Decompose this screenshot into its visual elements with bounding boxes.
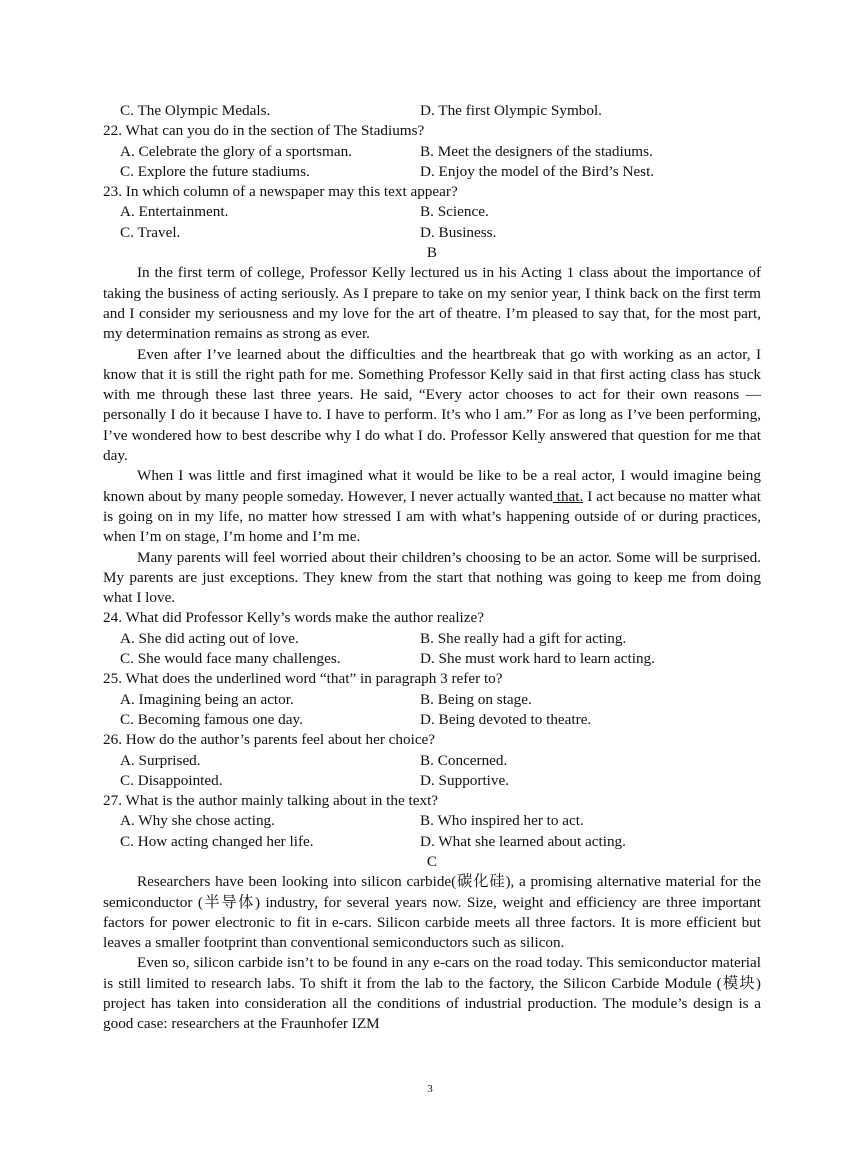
passage-c-paragraph-1: Researchers have been looking into silicon carbide(碳化硅), a promising alternative material for the semiconductor (半导体) industry, for several years now. Size, weight and efficiency are three important factors for power electronic to fit in e-cars. Silicon carbide meets all three factors. It is more efficient but leaves a smaller footprint than conventional semiconductors such as silicon. <box>103 873 761 952</box>
option-a: A. Why she chose acting. <box>120 812 275 830</box>
option-c: C. She would face many challenges. <box>120 650 341 668</box>
option-row <box>103 142 761 162</box>
passage-c-paragraph-2: Even so, silicon carbide isn’t to be found in any e-cars on the road today. This semiconductor material is still limited to research labs. To shift it from the lab to the factory, the Silicon Carbide Module (模块) project has taken into consideration all the conditions of industrial production. The module’s design is a good case: researchers at the Fraunhofer IZM <box>103 954 761 1033</box>
option-row <box>103 629 761 649</box>
question-text: 23. In which column of a newspaper may this text appear? <box>103 183 458 201</box>
option-b: B. Concerned. <box>420 751 508 769</box>
option-c: C. Travel. <box>120 223 181 241</box>
option-d: D. Being devoted to theatre. <box>420 710 592 728</box>
option-a: A. Entertainment. <box>120 203 229 221</box>
question-text: 24. What did Professor Kelly’s words make the author realize? <box>103 609 484 627</box>
option-row <box>103 223 761 243</box>
option-row <box>103 101 761 121</box>
question-26 <box>103 730 761 791</box>
question-23 <box>103 182 761 243</box>
page-number: 3 <box>427 1083 433 1095</box>
option-row <box>103 202 761 222</box>
option-b: B. Meet the designers of the stadiums. <box>420 142 653 160</box>
exam-page <box>103 101 761 1035</box>
option-d: D. The first Olympic Symbol. <box>420 102 602 119</box>
option-c: C. Becoming famous one day. <box>120 710 303 728</box>
option-row <box>103 751 761 771</box>
option-b: B. She really had a gift for acting. <box>420 629 627 647</box>
option-a: A. Surprised. <box>120 751 201 769</box>
question-25 <box>103 669 761 730</box>
option-a: A. Imagining being an actor. <box>120 690 294 708</box>
passage-b-paragraph-2: Even after I’ve learned about the difficulties and the heartbreak that go with working as an actor, I know that it is still the right path for me. Something Professor Kelly said in that first acting class has stuck with me through these last three years. He said, “Every actor chooses to act for their own reasons — personally I do it because I have to. I have to perform. It’s who l am.” For as long as I’ve been performing, I’ve wondered how to best describe why I do what I do. Professor Kelly answered that question for me that day. <box>103 345 761 465</box>
option-row <box>103 832 761 852</box>
option-d: D. Enjoy the model of the Bird’s Nest. <box>420 162 655 180</box>
section-label-c: C <box>426 852 438 870</box>
option-row <box>103 690 761 710</box>
option-d: D. She must work hard to learn acting. <box>420 650 655 668</box>
option-row <box>103 649 761 669</box>
question-text: 22. What can you do in the section of The Stadiums? <box>103 122 425 140</box>
option-c: C. The Olympic Medals. <box>120 102 271 119</box>
option-c: C. Explore the future stadiums. <box>120 162 310 180</box>
question-text: 26. How do the author’s parents feel about her choice? <box>103 731 436 749</box>
paragraph-text: When I was little and first imagined what it would be like to be a real actor, I would imagine being known about by many people someday. However, I never actually wanted <box>103 467 761 505</box>
option-c: C. How acting changed her life. <box>120 832 314 850</box>
question-text: 27. What is the author mainly talking about in the text? <box>103 792 439 810</box>
option-b: B. Who inspired her to act. <box>420 812 584 830</box>
option-a: A. Celebrate the glory of a sportsman. <box>120 142 352 160</box>
passage-b-paragraph-3 <box>103 466 761 547</box>
option-c: C. Disappointed. <box>120 771 223 789</box>
paragraph-text: I act because no matter what is going on in my life, no matter how stressed I am with what’s happening outside of or during practices, when I’m on stage, I’m home and I’m me. <box>103 487 761 546</box>
option-a: A. She did acting out of love. <box>120 629 299 647</box>
section-label-b: B <box>426 244 438 262</box>
option-d: D. Supportive. <box>420 771 510 789</box>
question-24 <box>103 608 761 669</box>
option-row <box>103 771 761 791</box>
underlined-word: that. <box>552 487 584 505</box>
passage-b-paragraph-4: Many parents will feel worried about their children’s choosing to be an actor. Some will be surprised. My parents are just exceptions. They knew from the start that nothing was going to keep me from doing what I love. <box>103 548 761 607</box>
option-b: B. Science. <box>420 203 489 221</box>
option-row <box>103 710 761 730</box>
option-d: D. What she learned about acting. <box>420 832 626 850</box>
option-row <box>103 811 761 831</box>
question-27 <box>103 791 761 852</box>
option-b: B. Being on stage. <box>420 690 532 708</box>
passage-b-paragraph-1: In the first term of college, Professor Kelly lectured us in his Acting 1 class about the importance of taking the business of acting seriously. As I prepare to take on my senior year, I think back on the first term and I consider my seriousness and my love for the art of theatre. I’m pleased to say that, for the most part, my determination remains as strong as ever. <box>103 264 761 343</box>
option-row <box>103 162 761 182</box>
question-text: 25. What does the underlined word “that” in paragraph 3 refer to? <box>103 670 503 688</box>
option-d: D. Business. <box>420 223 497 241</box>
question-22 <box>103 121 761 182</box>
